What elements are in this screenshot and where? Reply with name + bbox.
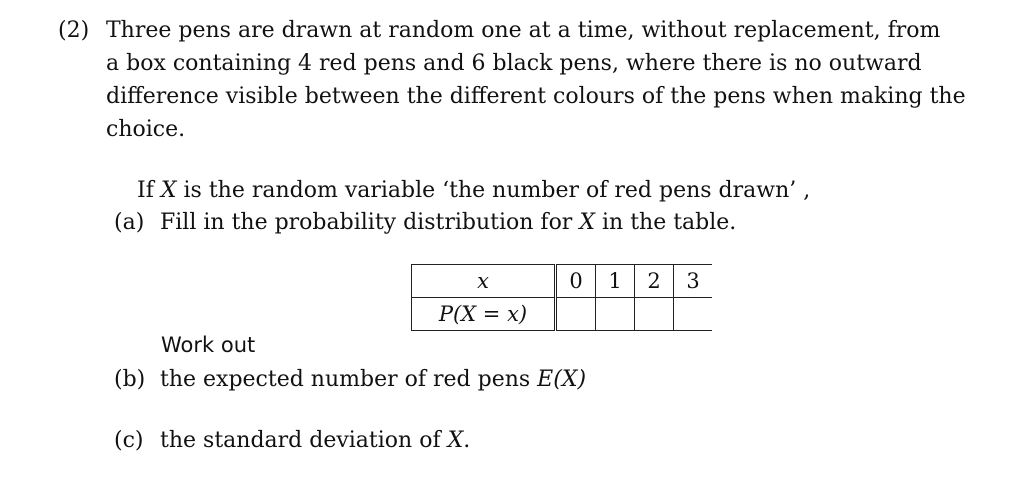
x-value-cell: 2 [635,265,674,298]
stem-line-1 [58,14,978,47]
table-row-x [412,265,713,298]
random-variable-definition [137,174,810,207]
x-header-cell: x [412,265,556,298]
probability-distribution-table [411,264,712,331]
part-a-label: (a) [114,210,145,235]
part-a-text [160,206,736,239]
stem-line-3: difference visible between the different colours of the pens when making the [106,84,966,109]
part-c-prefix: the standard deviation of [160,428,448,453]
part-b-text [160,363,586,396]
part-a [114,206,736,239]
part-a-suffix: in the table. [595,210,737,235]
probability-answer-cell[interactable] [635,298,674,331]
probability-answer-cell[interactable] [556,298,596,331]
part-c-suffix: . [463,428,471,453]
work-out-heading: Work out [161,333,256,357]
table-row-probability [412,298,713,331]
part-c-text [160,424,470,457]
probability-answer-cell[interactable] [674,298,713,331]
question-number: (2) [58,18,90,43]
part-a-variable: X [579,210,595,235]
part-a-prefix: Fill in the probability distribution for [160,210,580,235]
part-b-label: (b) [114,367,146,392]
x-value-cell: 1 [596,265,635,298]
stem-text-1: Three pens are drawn at random one at a time, without replacement, from [106,18,941,43]
question-stem [58,14,978,146]
intro-suffix: is the random variable ‘the number of red pens drawn’ , [176,178,811,203]
probability-answer-cell[interactable] [596,298,635,331]
part-b-prefix: the expected number of red pens [160,367,538,392]
intro-variable: X [160,178,177,203]
part-c [114,424,470,457]
probability-header-cell: P(X = x) [412,298,556,331]
x-value-cell: 3 [674,265,713,298]
x-value-cell: 0 [556,265,596,298]
part-c-label: (c) [114,428,144,453]
intro-prefix: If [137,178,161,203]
stem-line-2: a box containing 4 red pens and 6 black pens, where there is no outward [106,51,922,76]
part-b-expression: E(X) [537,367,587,392]
part-c-variable: X [447,428,464,453]
stem-line-4: choice. [106,117,186,142]
part-b [114,363,586,396]
